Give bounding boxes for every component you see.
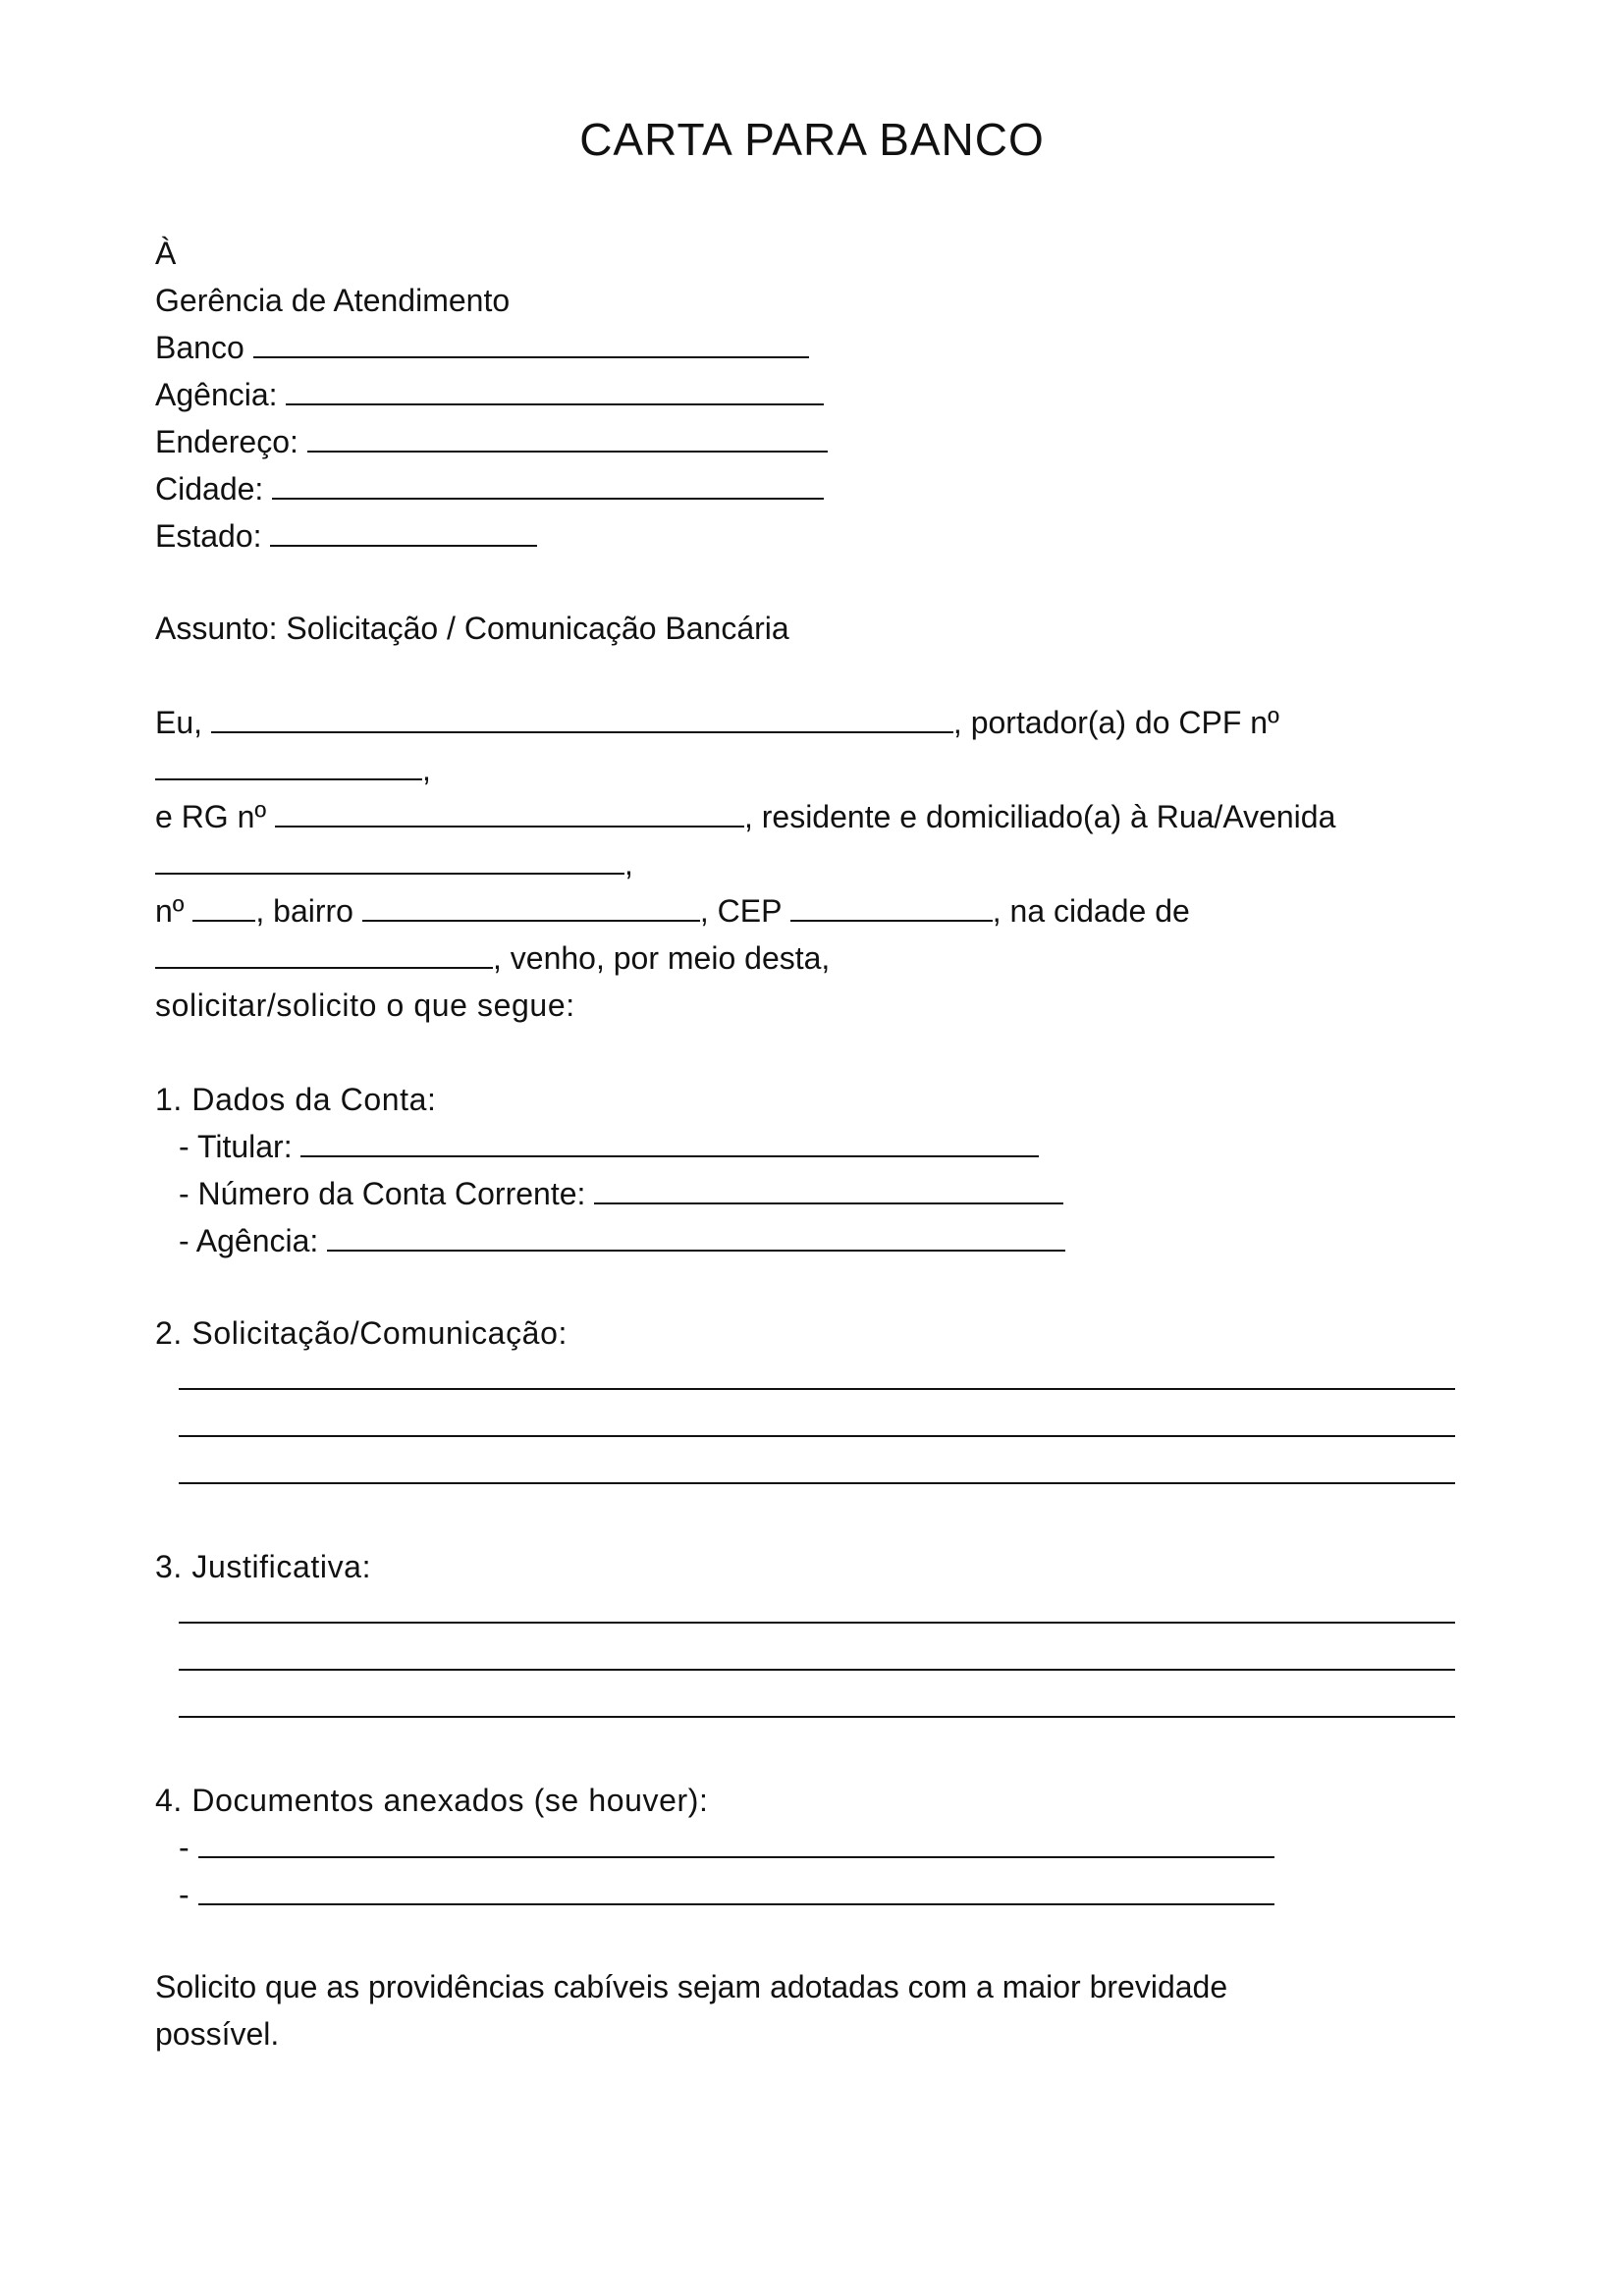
agency-blank[interactable]: [286, 376, 824, 405]
rg-blank[interactable]: [275, 798, 744, 828]
agency-field: Agência:: [155, 375, 824, 414]
subject-line: Assunto: Solicitação / Comunicação Bancária: [155, 611, 789, 646]
request-line-3[interactable]: [179, 1482, 1455, 1484]
state-blank[interactable]: [270, 517, 537, 547]
address-field: Endereço:: [155, 422, 828, 461]
page-title: CARTA PARA BANCO: [579, 114, 1045, 165]
body-line-5: nº , bairro , CEP , na cidade de: [155, 893, 1190, 929]
titular-blank[interactable]: [300, 1128, 1039, 1157]
agency-account-field: - Agência:: [179, 1221, 1065, 1260]
account-field: - Número da Conta Corrente:: [179, 1174, 1063, 1213]
body-line-2: ,: [155, 750, 431, 789]
attachment-blank-2[interactable]: [198, 1876, 1274, 1905]
section2-heading: 2. Solicitação/Comunicação:: [155, 1315, 568, 1351]
attachment-item-1: -: [179, 1828, 1274, 1867]
body-line-4: ,: [155, 844, 633, 883]
request-line-2[interactable]: [179, 1435, 1455, 1437]
name-blank[interactable]: [211, 704, 953, 733]
bank-blank[interactable]: [253, 329, 809, 358]
justification-line-2[interactable]: [179, 1669, 1455, 1671]
section1-heading: 1. Dados da Conta:: [155, 1082, 437, 1117]
attachment-blank-1[interactable]: [198, 1829, 1274, 1858]
recipient-department: Gerência de Atendimento: [155, 283, 511, 318]
request-line-1[interactable]: [179, 1388, 1455, 1390]
street-blank[interactable]: [155, 845, 624, 875]
attachment-item-2: -: [179, 1875, 1274, 1914]
cep-blank[interactable]: [790, 892, 993, 922]
address-blank[interactable]: [307, 423, 828, 453]
city-of-blank[interactable]: [155, 939, 493, 969]
section4-heading: 4. Documentos anexados (se houver):: [155, 1783, 709, 1818]
closing-line-1: Solicito que as providências cabíveis sejam adotadas com a maior brevidade: [155, 1969, 1228, 2004]
agency-account-blank[interactable]: [327, 1222, 1065, 1252]
titular-field: - Titular:: [179, 1127, 1039, 1166]
body-line-3: e RG nº , residente e domiciliado(a) à Rua/Avenida: [155, 799, 1336, 834]
bank-field: Banco: [155, 328, 809, 367]
recipient-to: À: [155, 236, 177, 271]
neighborhood-blank[interactable]: [362, 892, 700, 922]
body-line-7: solicitar/solicito o que segue:: [155, 988, 575, 1023]
number-blank[interactable]: [192, 892, 255, 922]
city-field: Cidade:: [155, 469, 824, 508]
body-line-1: Eu, , portador(a) do CPF nº: [155, 705, 1279, 740]
justification-line-3[interactable]: [179, 1716, 1455, 1718]
body-line-6: , venho, por meio desta,: [155, 938, 830, 978]
cpf-blank[interactable]: [155, 751, 422, 780]
state-field: Estado:: [155, 516, 537, 556]
closing-line-2: possível.: [155, 2016, 280, 2052]
account-blank[interactable]: [594, 1175, 1063, 1204]
section3-heading: 3. Justificativa:: [155, 1549, 372, 1584]
city-blank[interactable]: [272, 470, 824, 500]
justification-line-1[interactable]: [179, 1622, 1455, 1624]
